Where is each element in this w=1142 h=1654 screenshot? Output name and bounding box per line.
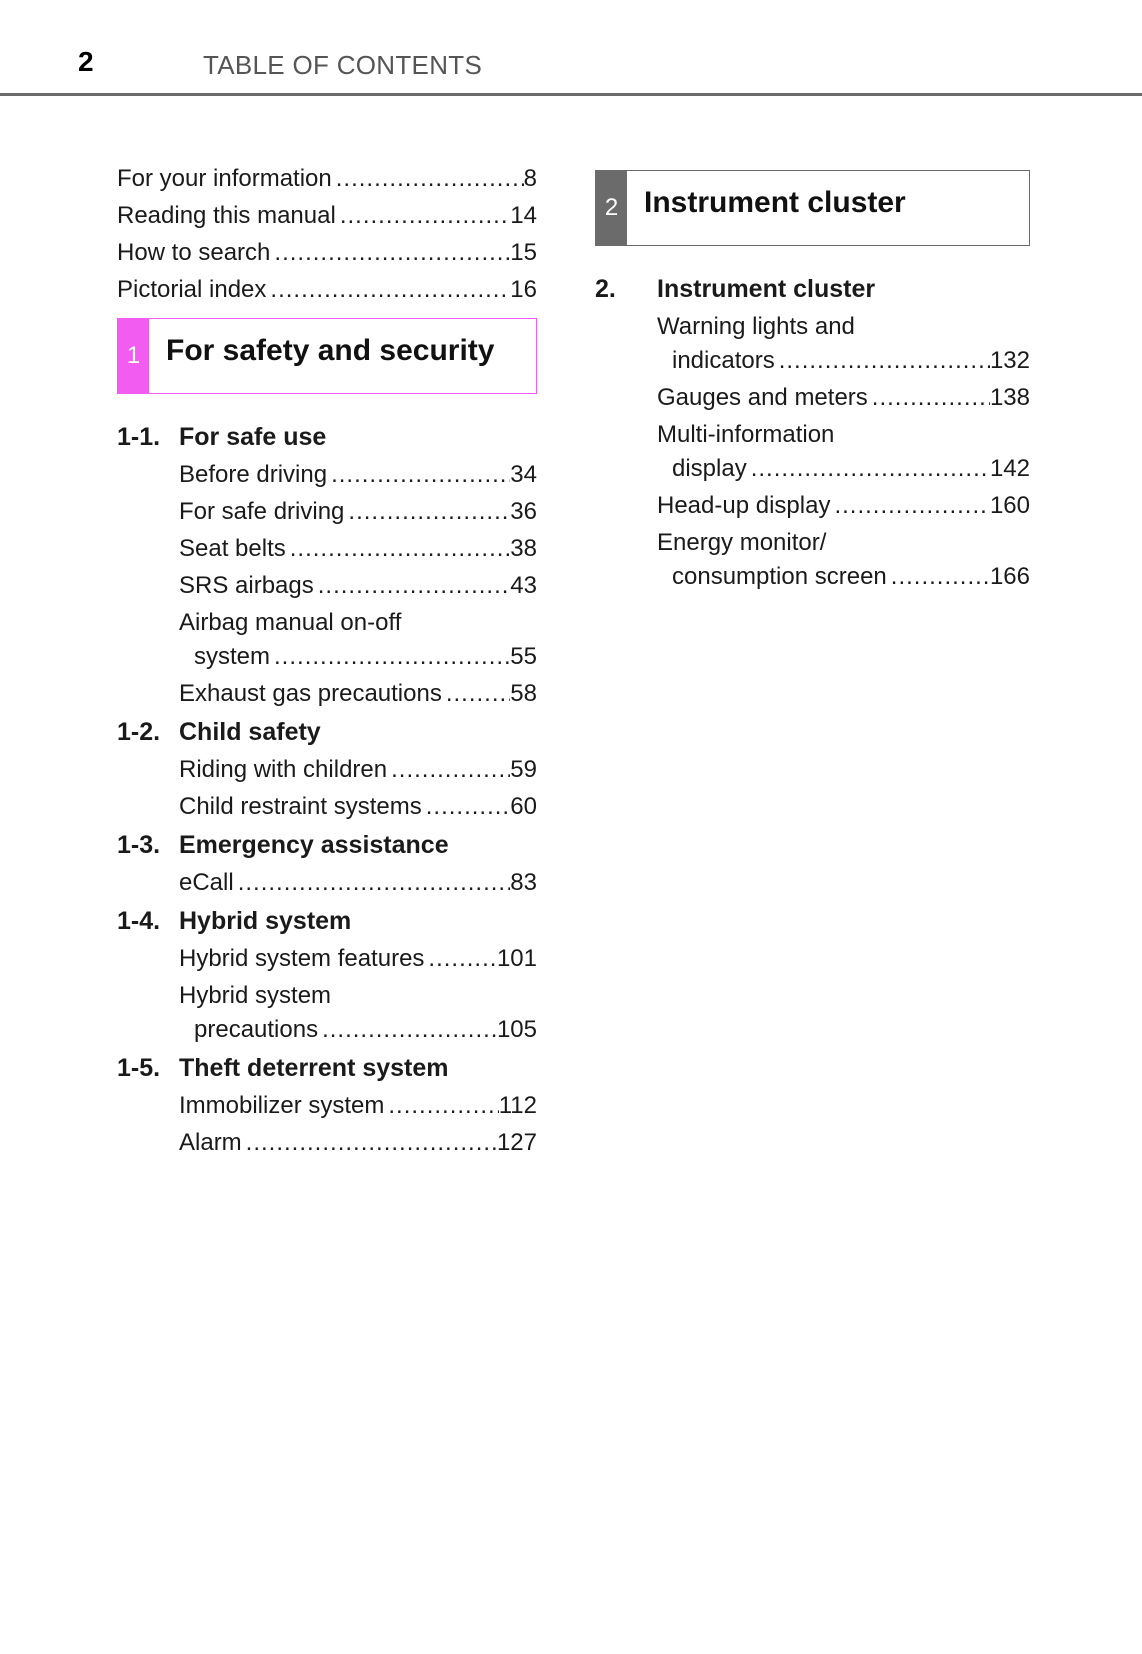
left-column [117,160,537,1161]
section-heading[interactable] [117,418,537,456]
dot-leader [834,487,990,524]
entry-title: Exhaust gas precautions [179,680,442,707]
section-number: 2. [595,275,616,303]
entry-page: 34 [510,461,537,488]
dot-leader [872,379,990,416]
dot-leader [274,234,510,271]
toc-entry[interactable] [657,379,1030,416]
section-heading[interactable] [117,826,537,864]
toc-entry[interactable] [657,558,1030,595]
entry-page: 166 [989,563,1030,590]
entry-page: 43 [510,572,537,599]
toc-entry[interactable] [657,487,1030,524]
chapter-1-heading[interactable] [117,318,537,394]
entry-title-line: Hybrid system [179,982,332,1009]
chapter-1-sections [117,418,537,1161]
entry-title-line: Warning lights and [657,313,855,340]
section-items [117,751,537,825]
section-heading[interactable] [595,270,1030,308]
toc-entry[interactable] [179,567,537,604]
section-items [117,864,537,901]
dot-leader [246,1124,497,1161]
section-number: 1-5. [117,1054,161,1082]
entry-page: 59 [510,756,537,783]
entry-page: 127 [496,1129,537,1156]
entry-page: 112 [498,1092,537,1119]
dot-leader [270,271,510,308]
chapter-2-title: Instrument cluster [644,186,906,219]
entry-page: 83 [510,869,537,896]
entry-title-line: Multi-information [657,421,835,448]
section-title: Child safety [179,718,321,746]
entry-title: Riding with children [179,756,388,783]
dot-leader [891,558,990,595]
toc-entry[interactable] [179,751,537,788]
toc-entry[interactable] [179,456,537,493]
section-heading[interactable] [117,713,537,751]
chapter-1-title: For safety and security [166,334,495,367]
dot-leader [426,788,511,825]
page-header [0,0,1142,98]
entry-title: Before driving [179,461,328,488]
toc-entry[interactable] [117,197,537,234]
dot-leader [751,450,990,487]
section-number: 1-2. [117,718,161,746]
toc-entry[interactable] [179,638,537,675]
dot-leader [274,638,510,675]
entry-title: How to search [117,239,271,266]
header-divider [0,93,1142,96]
toc-entry[interactable] [179,864,537,901]
toc-entry[interactable] [179,530,537,567]
entry-title: Immobilizer system [179,1092,385,1119]
entry-page: 160 [989,492,1030,519]
dot-leader [331,456,510,493]
entry-page: 142 [989,455,1030,482]
toc-entry-wrapped[interactable] [657,420,1030,487]
entry-page: 138 [989,384,1030,411]
entry-title: system [194,643,271,670]
right-column [595,170,1030,595]
entry-page: 55 [510,643,537,670]
chapter-2-heading[interactable] [595,170,1030,246]
dot-leader [388,1087,498,1124]
chapter-2-sections [595,270,1030,595]
section-heading[interactable] [117,1049,537,1087]
page-number: 2 [78,46,94,77]
section-number: 1-3. [117,831,161,859]
entry-page: 16 [510,276,537,303]
entry-title: Pictorial index [117,276,267,303]
chapter-2-tab: 2 [596,171,627,245]
toc-entry[interactable] [657,342,1030,379]
section-title: Instrument cluster [657,275,876,303]
entry-title: Alarm [179,1129,242,1156]
section-title: Theft deterrent system [179,1054,449,1082]
dot-leader [391,751,510,788]
entry-page: 132 [989,347,1030,374]
section-heading[interactable] [117,902,537,940]
dot-leader [318,567,511,604]
entry-page: 58 [510,680,537,707]
entry-page: 105 [496,1016,537,1043]
toc-entry[interactable] [117,271,537,308]
dot-leader [322,1011,497,1048]
section-title: Emergency assistance [179,831,449,859]
section-number: 1-1. [117,423,161,451]
toc-entry[interactable] [179,1087,537,1124]
entry-title: eCall [179,869,234,896]
header-title: TABLE OF CONTENTS [203,50,483,80]
entry-title: consumption screen [672,563,887,590]
dot-leader [348,493,510,530]
toc-entry[interactable] [117,160,537,197]
section-title: Hybrid system [179,907,352,935]
section-items [595,312,1030,595]
entry-title: Reading this manual [117,202,336,229]
dot-leader [238,864,511,901]
toc-entry-wrapped[interactable] [657,312,1030,379]
toc-entry-wrapped[interactable] [179,981,537,1048]
dot-leader [446,675,510,712]
section-items [117,940,537,1048]
dot-leader [340,197,510,234]
toc-entry-wrapped[interactable] [179,608,537,675]
section-items [117,456,537,712]
entry-page: 8 [523,165,537,192]
intro-entries [117,160,537,308]
entry-title: For your information [117,165,332,192]
section-items [117,1087,537,1161]
entry-title: Head-up display [657,492,831,519]
section-number: 1-4. [117,907,161,935]
section-title: For safe use [179,423,327,451]
toc-entry[interactable] [179,940,537,977]
entry-title: SRS airbags [179,572,314,599]
dot-leader [290,530,511,567]
chapter-1-tab: 1 [118,319,149,393]
entry-page: 36 [510,498,537,525]
entry-page: 60 [510,793,537,820]
dot-leader [428,940,497,977]
entry-page: 14 [510,202,537,229]
entry-page: 101 [496,945,537,972]
entry-title: indicators [672,347,775,374]
entry-page: 38 [510,535,537,562]
entry-title: Gauges and meters [657,384,868,411]
entry-title: Child restraint systems [179,793,422,820]
dot-leader [779,342,990,379]
dot-leader [336,160,524,197]
entry-title: display [672,455,747,482]
toc-entry[interactable] [657,450,1030,487]
toc-entry[interactable] [179,1124,537,1161]
entry-title: Hybrid system features [179,945,425,972]
entry-title: For safe driving [179,498,345,525]
entry-title-line: Energy monitor/ [657,529,827,556]
toc-entry[interactable] [179,493,537,530]
entry-title-line: Airbag manual on-off [179,609,402,636]
entry-title: Seat belts [179,535,286,562]
toc-entry[interactable] [179,675,537,712]
toc-entry[interactable] [179,788,537,825]
toc-entry-wrapped[interactable] [657,528,1030,595]
toc-entry[interactable] [117,234,537,271]
entry-page: 15 [510,239,537,266]
entry-title: precautions [194,1016,319,1043]
toc-entry[interactable] [179,1011,537,1048]
